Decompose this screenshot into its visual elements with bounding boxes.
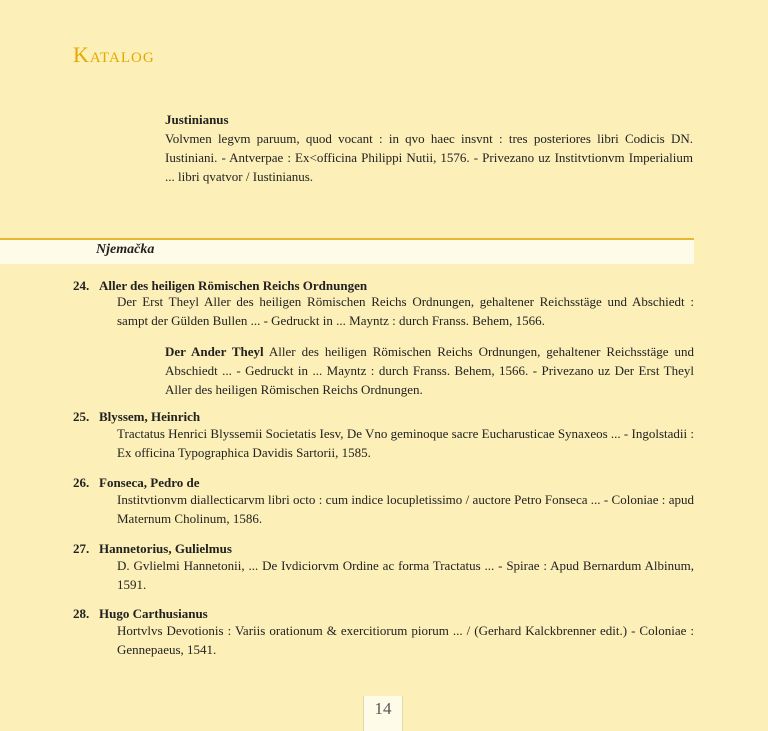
entry-title: Hugo Carthusianus — [99, 606, 208, 621]
top-entry — [165, 110, 693, 186]
entry-title: Hannetorius, Gulielmus — [99, 541, 232, 556]
page-number: 14 — [363, 696, 403, 731]
entry-number: 25. — [73, 409, 90, 424]
section-title: Njemačka — [96, 242, 155, 257]
entry-text: Tractatus Henrici Blyssemii Societatis Iesv, De Vno geminoque sacre Eucharusticae Synaxeos ... - Ingolstadii : Ex officina Typographica Davidis Sartorii, 1585. — [117, 426, 694, 460]
entry-text: Institvtionvm diallecticarvm libri octo : cum indice locupletissimo / auctore Petro Fonseca ... - Coloniae : apud Maternum Cholinum, 1586. — [117, 492, 694, 526]
entry-number: 27. — [73, 541, 90, 556]
sub-entry — [165, 342, 694, 399]
entry-text: Der Erst Theyl Aller des heiligen Römischen Reichs Ordnungen, gehaltener Reichsstäge und Abschiedt : sampt der Gülden Bullen ... - Gedruckt in ... Mayntz : durch Franss. Behem, 1566. — [117, 294, 694, 328]
sub-entry-text: Aller des heiligen Römischen Reichs Ordnungen, gehaltener Reichsstäge und Abschiedt ... - Gedruckt in ... Mayntz : durch Franss. Behem, 1566. - Privezano uz Der Erst Theyl Aller des heiligen Römischen Reichs Ordnungen. — [165, 344, 694, 397]
sub-entry-heading: Der Ander Theyl — [165, 344, 264, 359]
entry-heading — [73, 606, 208, 622]
entry-heading — [73, 409, 200, 425]
entry-text: D. Gvlielmi Hannetonii, ... De Ivdiciorvm Ordine ac forma Tractatus ... - Spirae : Apud Bernardum Albinum, 1591. — [117, 558, 694, 592]
entry-title: Blyssem, Heinrich — [99, 409, 201, 424]
entry-text: Hortvlvs Devotionis : Variis orationum & exercitiorum piorum ... / (Gerhard Kalckbrenner edit.) - Coloniae : Gennepaeus, 1541. — [117, 623, 694, 657]
entry-number: 28. — [73, 606, 90, 621]
entry-heading: Justinianus — [165, 112, 229, 127]
section-bar — [0, 238, 694, 264]
entry-title: Aller des heiligen Römischen Reichs Ordnungen — [99, 278, 368, 293]
entry-number: 24. — [73, 278, 90, 293]
entry-text: Volvmen legvm paruum, quod vocant : in qvo haec insvnt : tres posteriores libri Codicis DN. Iustiniani. - Antverpae : Ex<officina Philippi Nutii, 1576. - Privezano uz Institvtionvm Imperialium ... libri qvatvor / Iustinianus. — [165, 131, 693, 184]
entry-number: 26. — [73, 475, 90, 490]
entry-heading — [73, 541, 232, 557]
page-title: Katalog — [73, 42, 155, 67]
entry-title: Fonseca, Pedro de — [99, 475, 200, 490]
entry-heading — [73, 475, 200, 491]
